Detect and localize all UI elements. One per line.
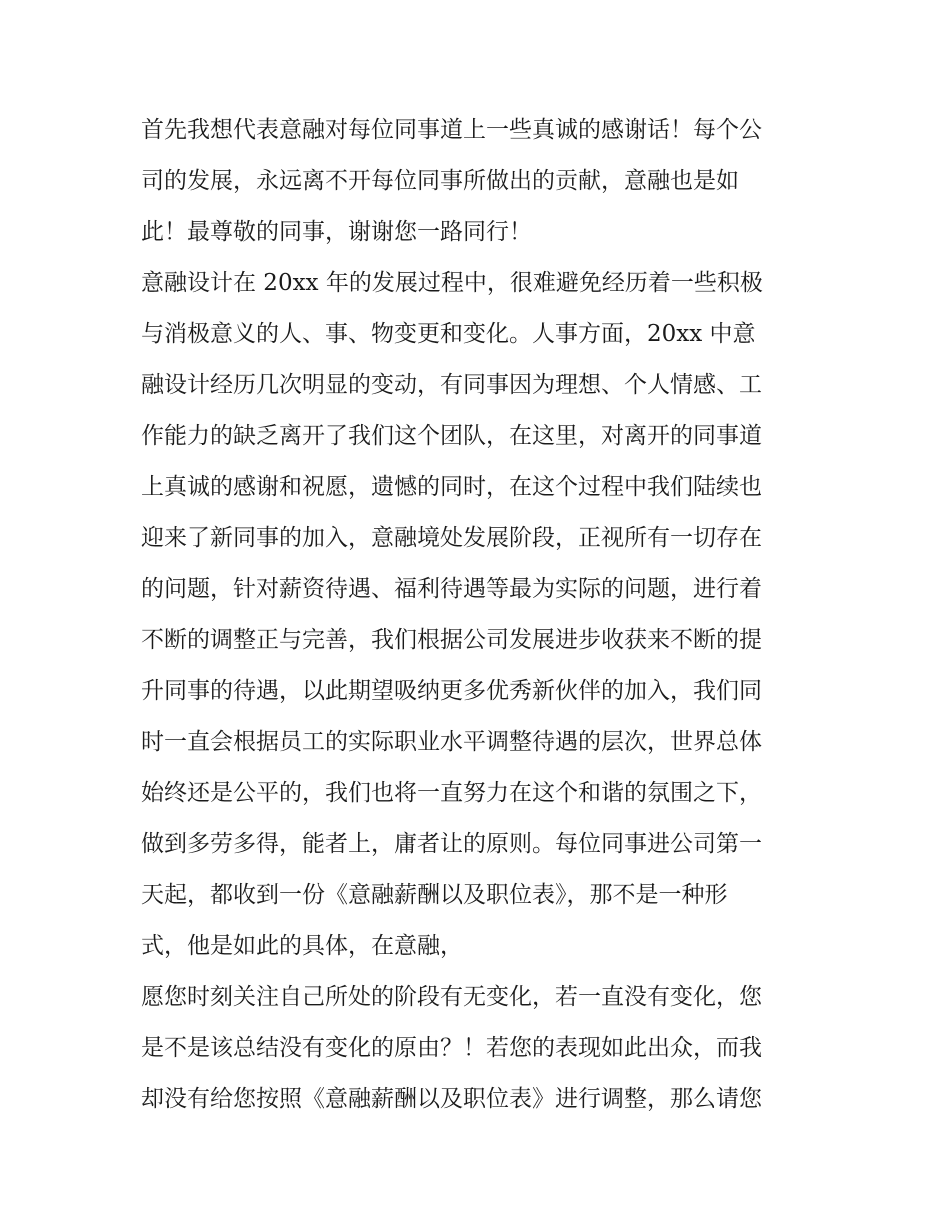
text-line: 与消极意义的人、事、物变更和变化。人事方面，20xx 中意 bbox=[141, 321, 756, 347]
text-line: 做到多劳多得，能者上，庸者让的原则。每位同事进公司第一 bbox=[141, 831, 762, 857]
text-line: 却没有给您按照《意融薪酬以及职位表》进行调整，那么请您 bbox=[141, 1086, 762, 1112]
paragraph-attention bbox=[141, 974, 821, 1127]
text-line: 愿您时刻关注自己所处的阶段有无变化，若一直没有变化，您 bbox=[141, 984, 762, 1010]
text-line: 意融设计在 20xx 年的发展过程中，很难避免经历着一些积极 bbox=[141, 270, 763, 296]
paragraph-development bbox=[141, 260, 821, 974]
text-line: 此！最尊敬的同事，谢谢您一路同行！ bbox=[141, 219, 532, 245]
text-line: 式，他是如此的具体，在意融， bbox=[141, 933, 463, 959]
text-line: 的问题，针对薪资待遇、福利待遇等最为实际的问题，进行着 bbox=[141, 576, 762, 602]
text-line: 时一直会根据员工的实际职业水平调整待遇的层次，世界总体 bbox=[141, 729, 762, 755]
text-line: 首先我想代表意融对每位同事道上一些真诚的感谢话！每个公 bbox=[141, 117, 762, 143]
paragraph-thanks bbox=[141, 107, 821, 260]
text-line: 融设计经历几次明显的变动，有同事因为理想、个人情感、工 bbox=[141, 372, 762, 398]
document-body bbox=[141, 107, 821, 1127]
text-line: 司的发展，永远离不开每位同事所做出的贡献，意融也是如 bbox=[141, 168, 739, 194]
text-line: 不断的调整正与完善，我们根据公司发展进步收获来不断的提 bbox=[141, 627, 762, 653]
text-line: 始终还是公平的，我们也将一直努力在这个和谐的氛围之下， bbox=[141, 780, 762, 806]
text-line: 上真诚的感谢和祝愿，遗憾的同时，在这个过程中我们陆续也 bbox=[141, 474, 762, 500]
text-line: 升同事的待遇，以此期望吸纳更多优秀新伙伴的加入，我们同 bbox=[141, 678, 762, 704]
text-line: 作能力的缺乏离开了我们这个团队，在这里，对离开的同事道 bbox=[141, 423, 762, 449]
text-line: 是不是该总结没有变化的原由？！若您的表现如此出众，而我 bbox=[141, 1035, 762, 1061]
text-line: 迎来了新同事的加入，意融境处发展阶段，正视所有一切存在 bbox=[141, 525, 762, 551]
text-line: 天起，都收到一份《意融薪酬以及职位表》，那不是一种形 bbox=[141, 882, 728, 908]
